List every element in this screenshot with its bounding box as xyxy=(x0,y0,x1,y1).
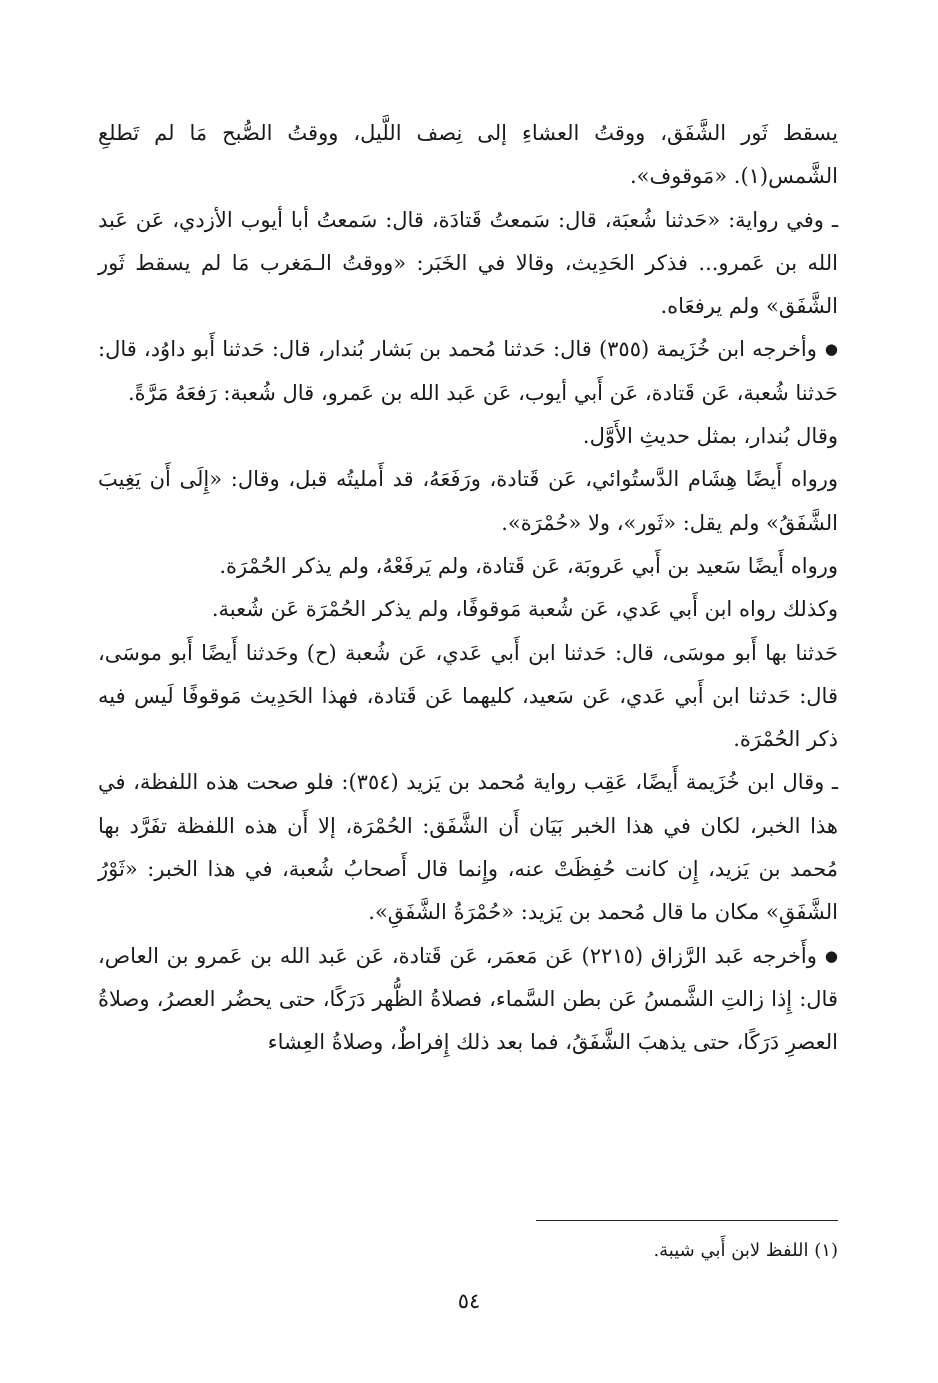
bullet-icon: ● xyxy=(824,946,838,965)
paragraph-text: ـ وقال ابن خُزَيمة أَيضًا، عَقِب رواية مُحمد بن يَزيد (٣٥٤): فلو صحت هذه اللفظة، في هذا الخبر، لكان في هذا الخبر بَيَان أَن الشَّفَق: الحُمْرَة، إلا أَن هذه اللفظة تفَرَّد بها مُحمد بن يَزيد، إِن كانت حُفِظَتْ عنه، وإِنما قال أَصحابُ شُعبة، في هذا الخبر: «ثَوْرُ الشَّفَقِ» مكان ما قال مُحمد بن يَزيد: «حُمْرَةُ الشَّفَقِ». xyxy=(98,770,838,925)
paragraph-text: يسقط ثَور الشَّفَق، ووقتُ العشاءِ إلى نِصف اللَّيل، ووقتُ الصُّبح مَا لم تَطلعِ الشَّمس(١). «مَوقوف». xyxy=(98,121,838,189)
paragraph-2 xyxy=(98,199,838,329)
paragraph-4 xyxy=(98,415,838,458)
paragraph-5 xyxy=(98,458,838,545)
bullet-icon: ● xyxy=(824,340,838,359)
paragraph-7 xyxy=(98,588,838,631)
main-text xyxy=(98,112,838,1065)
paragraph-6 xyxy=(98,545,838,588)
paragraph-1 xyxy=(98,112,838,199)
footnote: (١) اللفظ لابن أَبي شيبة. xyxy=(653,1240,838,1261)
paragraph-text: وأَخرجه عَبد الرَّزاق (٢٢١٥) عَن مَعمَر، عَن قَتادة، عَن عَبد الله بن عَمرو بن العاص، قال: إِذا زالتِ الشَّمسُ عَن بطن السَّماء، فصلاةُ الظُّهر دَرَكًا، حتى يحضُر العصرُ، وصلاةُ العصرِ دَرَكًا، حتى يذهبَ الشَّفَقُ، فما بعد ذلك إِفراطٌ، وصلاةُ العِشاء xyxy=(98,943,838,1055)
paragraph-text: ورواه أَيضًا سَعيد بن أَبي عَروبَة، عَن قَتادة، ولم يَرفَعْهُ، ولم يذكر الحُمْرَة. xyxy=(219,553,838,578)
footnote-divider xyxy=(536,1220,838,1221)
paragraph-3 xyxy=(98,328,838,415)
paragraph-text: ورواه أَيضًا هِشَام الدَّستُوائي، عَن قَتادة، ورَفَعَهُ، قد أَمليتُه قبل، وقال: «إِلَى أَن يَغِيبَ الشَّفَقُ» ولم يقل: «ثَور»، ولا «حُمْرَة». xyxy=(98,467,838,535)
paragraph-10 xyxy=(98,935,838,1065)
paragraph-text: وكذلك رواه ابن أَبي عَدي، عَن شُعبة مَوقوفًا، ولم يذكر الحُمْرَة عَن شُعبة. xyxy=(211,597,838,622)
paragraph-text: ـ وفي رواية: «حَدثنا شُعبَة، قال: سَمعتُ قَتادَة، قال: سَمعتُ أبا أيوب الأزدي، عَن عَبد الله بن عَمرو... فذكر الحَدِيث، وقالا في الخَبَر: «ووقتُ الـمَغرب مَا لم يسقط ثَور الشَّفَق» ولم يرفعَاه. xyxy=(98,207,838,319)
paragraph-text: وأخرجه ابن خُزَيمة (٣٥٥) قال: حَدثنا مُحمد بن بَشار بُندار، قال: حَدثنا أَبو داوُد، قال: حَدثنا شُعبة، عَن قَتادة، عَن أَبي أيوب، عَن عَبد الله بن عَمرو، قال شُعبة: رَفعَهُ مَرَّةً. xyxy=(98,337,838,405)
paragraph-9 xyxy=(98,761,838,934)
paragraph-8 xyxy=(98,632,838,762)
paragraph-text: حَدثنا بها أَبو موسَى، قال: حَدثنا ابن أَبي عَدي، عَن شُعبة (ح) وحَدثنا أَيضًا أَبو موسَى، قال: حَدثنا ابن أَبي عَدي، عَن سَعيد، كليهما عَن قَتادة، فهذا الحَدِيث مَوقوفًا لَيس فيه ذكر الحُمْرَة. xyxy=(98,640,838,752)
page-number: ٥٤ xyxy=(457,1289,481,1313)
paragraph-text: وقال بُندار، بمثل حديثِ الأَوَّل. xyxy=(582,424,838,449)
